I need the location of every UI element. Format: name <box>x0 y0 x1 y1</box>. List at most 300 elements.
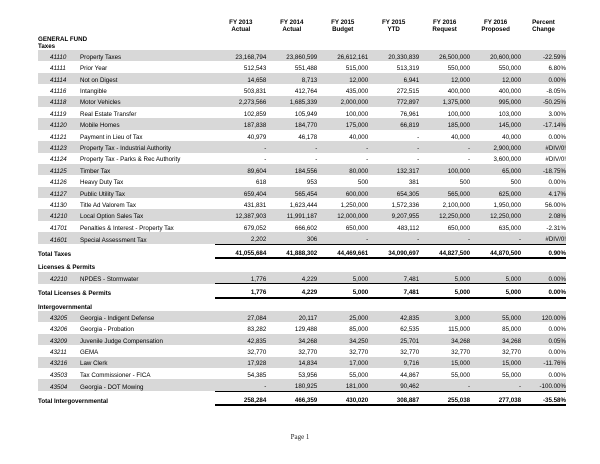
account-value-col-2: 565,454 <box>294 190 318 198</box>
section-spacer <box>38 298 566 305</box>
account-value-col-5: 12,000 <box>451 76 471 84</box>
account-value-col-1: 42,835 <box>247 337 267 345</box>
account-percent-change: 0.00% <box>548 179 566 187</box>
account-description: NPDES - Stormwater <box>80 276 139 284</box>
account-value-col-6: 55,000 <box>502 371 522 379</box>
account-value-col-6: 625,000 <box>498 190 522 198</box>
account-value-col-1: - <box>264 156 267 164</box>
account-value-col-6: 5,000 <box>505 275 522 283</box>
column-header-6-line2: Proposed <box>481 25 510 33</box>
account-label-cell <box>38 272 215 284</box>
account-percent-change: 0.00% <box>548 349 566 357</box>
account-percent-change: 6.80% <box>548 65 566 73</box>
account-value-col-4: 513,319 <box>396 65 420 73</box>
account-value-col-5: 100,000 <box>447 167 471 175</box>
account-description: Property Tax - Parks & Rec Authority <box>80 156 181 164</box>
account-label-cell <box>38 232 215 244</box>
account-label-cell <box>38 50 215 61</box>
account-percent-change: 56.00% <box>545 201 566 209</box>
section-total-label: Total Taxes <box>38 250 72 258</box>
account-label-cell <box>38 187 215 198</box>
account-value-col-4: 381 <box>408 179 420 187</box>
section-total-percent-change: 0.00% <box>521 284 566 298</box>
account-label-cell <box>38 84 215 95</box>
account-row <box>38 198 566 209</box>
account-value-col-5: 5,000 <box>454 275 471 283</box>
account-value-col-6: 995,000 <box>498 99 522 107</box>
account-value-col-2: 23,860,599 <box>286 53 318 61</box>
account-row <box>38 73 566 84</box>
section-total-value-col-3: 5,000 <box>317 284 368 298</box>
account-value-col-1: 12,387,903 <box>235 213 267 221</box>
account-percent-change: -2.31% <box>546 224 566 232</box>
account-value-col-5: 550,000 <box>447 65 471 73</box>
account-value-col-6: 500 <box>510 179 522 187</box>
account-value-col-5: 565,000 <box>447 190 471 198</box>
account-value-col-6: 550,000 <box>498 65 522 73</box>
spacer-cell <box>38 298 566 305</box>
account-value-col-1: 17,928 <box>247 360 267 368</box>
account-value-col-4: 76,961 <box>400 110 420 118</box>
account-value-col-3: 34,250 <box>349 337 369 345</box>
account-label-cell <box>38 198 215 209</box>
account-label-cell <box>38 311 215 322</box>
account-code: 41125 <box>50 167 67 175</box>
account-value-col-4: 44,867 <box>400 371 420 379</box>
account-value-col-3: 181,000 <box>345 383 369 391</box>
account-value-col-6: 85,000 <box>502 326 522 334</box>
account-value-col-3: 650,000 <box>345 224 369 232</box>
account-row <box>38 153 566 164</box>
account-description: Property Tax - Industrial Authority <box>80 145 172 153</box>
account-label-cell <box>38 118 215 129</box>
account-label-cell <box>38 164 215 175</box>
account-value-col-5: 3,000 <box>454 314 471 322</box>
account-value-col-3: 2,000,000 <box>340 99 369 107</box>
account-label-cell <box>38 368 215 379</box>
section-total-value-col-2: 41,888,302 <box>266 244 317 258</box>
account-value-col-2: 32,770 <box>298 349 318 357</box>
section-total-value-col-5: 5,000 <box>419 284 470 298</box>
account-description: Tax Commissioner - FICA <box>80 371 151 379</box>
account-row <box>38 96 566 107</box>
account-value-col-5: - <box>468 156 471 164</box>
account-value-col-5: 12,250,000 <box>439 213 471 221</box>
account-percent-change: 4.17% <box>548 190 566 198</box>
column-header-5-line1: FY 2016 <box>432 19 457 26</box>
account-row <box>38 118 566 129</box>
column-header-7-line2: Change <box>532 25 555 33</box>
account-code: 43504 <box>50 383 68 391</box>
account-description: Juvenile Judge Compensation <box>80 337 163 345</box>
account-value-col-4: 272,515 <box>396 88 420 96</box>
account-value-col-2: 184,556 <box>294 167 318 175</box>
account-value-col-1: 431,831 <box>243 201 267 209</box>
section-total-value-col-1: 1,776 <box>215 284 266 298</box>
account-code: 41210 <box>50 213 68 221</box>
account-percent-change: -11.76% <box>543 360 566 368</box>
account-value-col-5: 40,000 <box>451 133 471 141</box>
account-description: Georgia - DOT Mowing <box>80 383 144 391</box>
account-value-col-3: 17,000 <box>349 360 369 368</box>
account-value-col-3: - <box>366 145 369 153</box>
account-value-col-4: 1,572,336 <box>391 201 420 209</box>
account-value-col-5: 650,000 <box>447 224 471 232</box>
account-label-cell <box>38 379 215 391</box>
section-total-value-col-1: 258,284 <box>215 391 266 405</box>
account-label-cell <box>38 345 215 356</box>
account-value-col-5: 34,268 <box>451 337 471 345</box>
account-description: Georgia - Probation <box>80 326 134 334</box>
account-value-col-6: - <box>519 383 522 391</box>
column-header-7-line1: Percent <box>532 19 555 26</box>
account-description: Mobile Homes <box>80 122 120 130</box>
account-value-col-6: 400,000 <box>498 88 522 96</box>
account-code: 41116 <box>50 88 67 96</box>
account-value-col-4: 9,716 <box>403 360 420 368</box>
account-value-col-3: 600,000 <box>345 190 369 198</box>
account-value-col-4: - <box>417 145 420 153</box>
account-label-cell <box>38 334 215 345</box>
account-code: 41118 <box>50 99 67 107</box>
account-value-col-2: 8,713 <box>301 76 318 84</box>
account-value-col-2: 953 <box>306 179 318 187</box>
account-value-col-1: - <box>264 383 267 391</box>
account-value-col-1: 512,543 <box>243 65 267 73</box>
column-header-1-line2: Actual <box>231 25 251 33</box>
account-description: Real Estate Transfer <box>80 110 137 118</box>
account-row <box>38 368 566 379</box>
account-value-col-1: - <box>264 145 267 153</box>
account-value-col-2: 4,229 <box>301 275 318 283</box>
section-total-value-col-3: 430,020 <box>317 391 368 405</box>
account-description: Local Option Sales Tax <box>80 213 144 221</box>
account-value-col-3: - <box>366 236 369 244</box>
section-total-value-col-4: 308,887 <box>368 391 419 405</box>
account-value-col-4: 7,481 <box>403 275 420 283</box>
account-value-col-1: 40,979 <box>247 133 267 141</box>
account-code: 41120 <box>50 122 67 130</box>
account-row <box>38 107 566 118</box>
account-value-col-2: 46,178 <box>298 133 318 141</box>
account-percent-change: -8.05% <box>546 88 566 96</box>
column-header-1-line1: FY 2013 <box>229 19 253 26</box>
account-code: 41121 <box>50 133 67 141</box>
account-label-cell <box>38 153 215 164</box>
account-value-col-6: 34,268 <box>502 337 522 345</box>
account-value-col-1: 27,084 <box>247 314 267 322</box>
section-total-value-col-6: 277,038 <box>470 391 521 405</box>
account-percent-change: 0.00% <box>548 133 566 141</box>
account-value-col-6: 20,600,000 <box>490 53 522 61</box>
section-total-label: Total Licenses & Permits <box>38 290 112 298</box>
account-label-cell <box>38 141 215 152</box>
column-header-4-line2: YTD <box>387 25 400 33</box>
page-footer: Page 1 <box>290 433 310 441</box>
account-row <box>38 187 566 198</box>
account-value-col-1: 102,859 <box>243 110 267 118</box>
account-row <box>38 322 566 333</box>
table-header-row-2 <box>38 27 566 38</box>
account-value-col-3: 5,000 <box>352 275 369 283</box>
account-row <box>38 345 566 356</box>
section-total-value-col-5: 255,038 <box>419 391 470 405</box>
account-value-col-5: 2,100,000 <box>442 201 471 209</box>
account-value-col-1: 187,838 <box>243 122 267 130</box>
account-value-col-4: 66,819 <box>400 122 420 130</box>
account-row <box>38 357 566 368</box>
account-value-col-4: 25,701 <box>400 337 420 345</box>
account-value-col-1: 23,168,794 <box>235 53 267 61</box>
account-code: 41124 <box>50 156 67 164</box>
account-row <box>38 130 566 141</box>
account-value-col-2: 11,991,187 <box>286 213 318 221</box>
account-value-col-2: 14,834 <box>298 360 318 368</box>
fund-title: GENERAL FUND <box>38 36 88 43</box>
account-value-col-4: 90,462 <box>400 383 420 391</box>
section-total-percent-change: -35.58% <box>521 391 566 405</box>
account-code: 41126 <box>50 179 67 187</box>
account-row <box>38 141 566 152</box>
section-title: Taxes <box>38 42 56 50</box>
account-description: Public Utility Tax <box>80 190 125 198</box>
section-total-row <box>38 244 566 258</box>
account-description: Intangible <box>80 88 107 96</box>
account-label-cell <box>38 61 215 72</box>
account-value-col-4: 654,305 <box>396 190 420 198</box>
account-value-col-1: 89,604 <box>247 167 267 175</box>
account-value-col-1: 14,658 <box>247 76 267 84</box>
account-value-col-5: 400,000 <box>447 88 471 96</box>
account-value-col-1: 54,385 <box>247 371 267 379</box>
account-value-col-6: 12,000 <box>502 76 522 84</box>
account-value-col-2: 412,764 <box>294 88 318 96</box>
account-code: 43209 <box>50 337 68 345</box>
column-header-6-line1: FY 2016 <box>483 19 508 26</box>
account-description: Property Taxes <box>80 53 122 61</box>
account-value-col-6: 15,000 <box>502 360 522 368</box>
account-value-col-4: 772,897 <box>396 99 420 107</box>
account-value-col-1: 503,831 <box>243 88 267 96</box>
account-label-cell <box>38 73 215 84</box>
account-value-col-6: 55,000 <box>502 314 522 322</box>
account-value-col-1: 2,202 <box>250 236 267 244</box>
account-row <box>38 84 566 95</box>
account-value-col-6: 145,000 <box>498 122 522 130</box>
account-value-col-6: 2,900,000 <box>493 145 522 153</box>
section-total-label: Total Intergovernmental <box>38 397 109 405</box>
account-value-col-1: 618 <box>255 179 267 187</box>
account-value-col-5: 15,000 <box>451 360 471 368</box>
account-code: 41119 <box>50 110 67 118</box>
account-value-col-3: 100,000 <box>345 110 369 118</box>
account-code: 42210 <box>50 276 68 284</box>
account-description: Georgia - Indigent Defense <box>80 314 155 322</box>
account-row <box>38 232 566 244</box>
section-total-value-col-2: 466,359 <box>266 391 317 405</box>
account-row <box>38 272 566 284</box>
column-header-2-line1: FY 2014 <box>280 19 304 26</box>
column-header-2-line2: Actual <box>282 25 302 33</box>
account-percent-change: #DIV/0! <box>545 156 566 164</box>
section-title: Licenses & Permits <box>38 264 96 272</box>
section-total-percent-change: 0.90% <box>521 244 566 258</box>
account-row <box>38 61 566 72</box>
account-row <box>38 175 566 186</box>
account-value-col-6: 635,000 <box>498 224 522 232</box>
column-header-5-line2: Request <box>432 25 457 33</box>
account-code: 43216 <box>50 360 68 368</box>
account-value-col-5: 500 <box>459 179 471 187</box>
account-value-col-2: - <box>315 156 318 164</box>
account-value-col-3: 85,000 <box>349 326 369 334</box>
account-percent-change: -22.59% <box>542 53 566 61</box>
account-value-col-2: 306 <box>306 236 318 244</box>
account-value-col-3: 515,000 <box>345 65 369 73</box>
account-value-col-4: 6,941 <box>403 76 420 84</box>
account-percent-change: #DIV/0! <box>545 236 566 244</box>
section-total-row <box>38 391 566 405</box>
account-value-col-3: 500 <box>357 179 369 187</box>
account-value-col-1: 659,404 <box>243 190 267 198</box>
account-percent-change: 120.00% <box>541 314 566 322</box>
account-value-col-6: 103,000 <box>498 110 522 118</box>
account-value-col-2: 1,623,444 <box>289 201 318 209</box>
section-total-value-col-4: 7,481 <box>368 284 419 298</box>
column-header-3-line1: FY 2015 <box>331 19 355 26</box>
account-value-col-3: 40,000 <box>349 133 369 141</box>
account-value-col-2: 666,602 <box>294 224 318 232</box>
account-value-col-1: 2,273,566 <box>238 99 267 107</box>
account-label-cell <box>38 107 215 118</box>
section-total-value-col-4: 34,090,697 <box>368 244 419 258</box>
account-value-col-1: 679,052 <box>243 224 267 232</box>
account-percent-change: 0.00% <box>548 275 566 283</box>
column-header-4-line1: FY 2015 <box>382 19 406 26</box>
account-percent-change: 0.00% <box>548 76 566 84</box>
account-description: Timber Tax <box>80 167 111 175</box>
account-value-col-2: 180,925 <box>294 383 318 391</box>
budget-table <box>38 20 566 406</box>
account-value-col-4: 32,770 <box>400 349 420 357</box>
account-value-col-4: 62,535 <box>400 326 420 334</box>
account-description: Heavy Duty Tax <box>80 179 124 187</box>
account-value-col-4: 132,317 <box>396 167 420 175</box>
account-value-col-2: - <box>315 145 318 153</box>
account-row <box>38 50 566 61</box>
account-value-col-2: 53,956 <box>298 371 318 379</box>
account-code: 41123 <box>50 145 67 153</box>
account-value-col-5: - <box>468 145 471 153</box>
account-label-cell <box>38 221 215 232</box>
account-value-col-6: - <box>519 236 522 244</box>
column-header-3-line2: Budget <box>332 25 354 33</box>
account-value-col-4: - <box>417 133 420 141</box>
account-percent-change: -17.14% <box>542 122 566 130</box>
account-value-col-3: 26,612,161 <box>337 53 369 61</box>
account-value-col-5: 100,000 <box>447 110 471 118</box>
account-value-col-2: 184,770 <box>294 122 318 130</box>
account-value-col-3: 55,000 <box>349 371 369 379</box>
account-value-col-4: - <box>417 236 420 244</box>
account-percent-change: #DIV/0! <box>545 145 566 153</box>
account-code: 43211 <box>50 349 67 357</box>
account-value-col-5: 26,500,000 <box>439 53 471 61</box>
account-value-col-6: 3,600,000 <box>493 156 522 164</box>
account-label-cell <box>38 209 215 220</box>
account-description: Prior Year <box>80 65 108 73</box>
account-value-col-1: 32,770 <box>247 349 267 357</box>
account-value-col-3: 25,000 <box>349 314 369 322</box>
account-row <box>38 221 566 232</box>
section-total-value-col-6: 5,000 <box>470 284 521 298</box>
account-value-col-2: 129,488 <box>294 326 318 334</box>
account-value-col-3: 12,000,000 <box>337 213 369 221</box>
account-value-col-6: 65,000 <box>502 167 522 175</box>
account-value-col-3: 12,000 <box>349 76 369 84</box>
account-value-col-2: 551,488 <box>294 65 318 73</box>
account-value-col-5: 55,000 <box>451 371 471 379</box>
account-code: 41130 <box>50 201 67 209</box>
section-total-value-col-5: 44,827,500 <box>419 244 470 258</box>
account-value-col-1: 83,282 <box>247 326 267 334</box>
account-row <box>38 379 566 391</box>
account-value-col-6: 1,950,000 <box>493 201 522 209</box>
account-value-col-4: 20,330,839 <box>388 53 420 61</box>
section-total-value-col-1: 41,055,684 <box>215 244 266 258</box>
account-value-col-5: 115,000 <box>448 326 471 334</box>
account-value-col-1: 1,776 <box>250 275 267 283</box>
account-value-col-4: 483,112 <box>397 224 420 232</box>
account-value-col-3: 1,250,000 <box>340 201 369 209</box>
account-value-col-4: 9,207,955 <box>391 213 420 221</box>
account-description: GEMA <box>80 349 99 357</box>
section-title: Intergovernmental <box>38 303 92 311</box>
account-description: Payment in Lieu of Tax <box>80 133 143 141</box>
account-value-col-3: 435,000 <box>345 88 369 96</box>
account-row <box>38 311 566 322</box>
section-spacer <box>38 258 566 265</box>
account-code: 41601 <box>50 236 68 244</box>
account-value-col-2: 34,268 <box>298 337 318 345</box>
account-value-col-4: - <box>417 156 420 164</box>
account-label-cell <box>38 130 215 141</box>
account-description: Law Clerk <box>80 360 108 368</box>
account-code: 41701 <box>50 224 68 232</box>
account-value-col-6: 40,000 <box>502 133 522 141</box>
account-value-col-4: 42,835 <box>400 314 420 322</box>
account-label-cell <box>38 322 215 333</box>
account-value-col-6: 32,770 <box>502 349 522 357</box>
account-percent-change: 0.05% <box>548 337 566 345</box>
section-total-value-col-3: 44,469,661 <box>317 244 368 258</box>
account-description: Special Assessment Tax <box>80 236 147 244</box>
account-percent-change: -50.25% <box>542 99 566 107</box>
account-value-col-6: 12,250,000 <box>490 213 522 221</box>
account-percent-change: -100.00% <box>539 383 566 391</box>
account-value-col-2: 20,117 <box>298 314 318 322</box>
account-percent-change: 3.00% <box>548 110 566 118</box>
section-total-value-col-2: 4,229 <box>266 284 317 298</box>
account-value-col-5: 1,375,000 <box>442 99 471 107</box>
account-description: Motor Vehicles <box>80 99 121 107</box>
account-code: 43205 <box>50 314 68 322</box>
account-value-col-5: - <box>468 236 471 244</box>
account-value-col-3: 175,000 <box>345 122 369 130</box>
account-row <box>38 334 566 345</box>
account-code: 41114 <box>50 76 67 84</box>
account-percent-change: 2.08% <box>548 213 566 221</box>
